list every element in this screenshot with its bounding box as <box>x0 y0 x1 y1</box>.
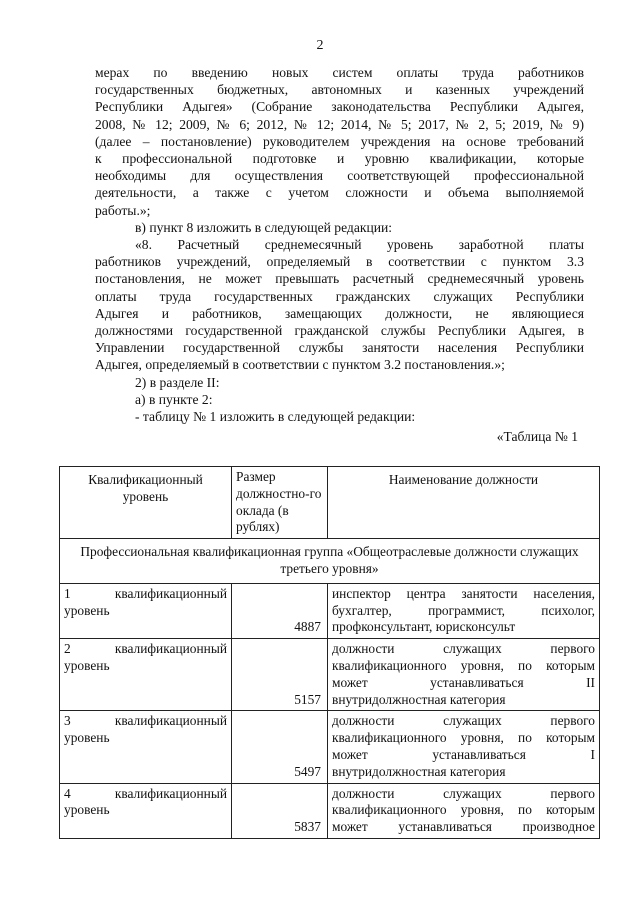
position-line: может устанавливаться производное <box>332 819 595 835</box>
text-line: работников учреждений, определяемый в соответствии с пунктом 3.3 <box>95 254 584 270</box>
item-dash: - таблицу № 1 изложить в следующей редакции: <box>135 409 416 425</box>
position-cell <box>328 583 600 638</box>
text-line: работы.»; <box>95 202 151 218</box>
table-row <box>60 583 600 638</box>
level-text: уровень <box>64 602 110 618</box>
text-line: должностями государственной гражданской службы Республики Адыгея, в <box>95 323 584 339</box>
table-header-row <box>60 467 600 539</box>
text-line: (далее – постановление) руководителем учреждения на основе требований <box>95 133 584 149</box>
position-cell <box>328 639 600 711</box>
level-cell <box>60 711 232 783</box>
position-line: квалификационного уровня, по которым <box>332 657 595 673</box>
group-title: Профессиональная квалификационная группа «Общеотраслевые должности служащих третьего уровня» <box>60 539 600 584</box>
text-line: к профессиональной подготовке и уровню квалификации, которые <box>95 151 584 167</box>
level-cell <box>60 583 232 638</box>
level-text: уровень <box>64 802 110 818</box>
item-a: а) в пункте 2: <box>135 391 213 407</box>
position-line: должности служащих первого <box>332 641 595 657</box>
text-line: Адыгея и работников, замещающих должности, не являющиеся <box>95 305 584 321</box>
text-line: деятельности, а также с учетом сложности и объема выполняемой <box>95 185 584 201</box>
text-line: «8. Расчетный среднемесячный уровень заработной платы <box>135 237 584 253</box>
table-row <box>60 639 600 711</box>
amount-cell: 5157 <box>232 639 328 711</box>
level-text: уровень <box>64 730 110 746</box>
header-salary: Размер должностно-го оклада (в рублях) <box>232 467 328 539</box>
position-line: может устанавливаться II <box>332 674 595 690</box>
level-cell <box>60 783 232 838</box>
amount-cell: 5837 <box>232 783 328 838</box>
position-line: должности служащих первого <box>332 713 595 729</box>
amount-cell: 5497 <box>232 711 328 783</box>
text-line: государственных бюджетных, автономных и казенных учреждений <box>95 82 584 98</box>
position-cell <box>328 783 600 838</box>
level-text: 3 квалификационный <box>64 713 227 729</box>
group-row <box>60 539 600 584</box>
text-line: мерах по введению новых систем оплаты труда работников <box>95 65 584 80</box>
position-line: профконсультант, юрисконсульт <box>332 619 516 635</box>
text-line: оплаты труда государственных гражданских служащих Республики <box>95 288 584 304</box>
position-line: внутридолжностная категория <box>332 691 506 707</box>
position-line: бухгалтер, программист, психолог, <box>332 602 595 618</box>
text-line: 2008, № 12; 2009, № 6; 2012, № 12; 2014, № 5; 2017, № 2, 5; 2019, № 9) <box>95 116 584 132</box>
header-level: Квалификационный уровень <box>60 467 232 539</box>
header-position: Наименование должности <box>328 467 600 539</box>
text-line: Адыгея, определяемый в соответствии с пунктом 3.2 постановления.»; <box>95 357 505 373</box>
salary-table <box>59 466 600 839</box>
table-row <box>60 783 600 838</box>
text-line: Республики Адыгея» (Собрание законодательства Республики Адыгея, <box>95 99 584 115</box>
position-line: должности служащих первого <box>332 785 595 801</box>
level-text: 2 квалификационный <box>64 641 227 657</box>
table-row <box>60 711 600 783</box>
level-text: 1 квалификационный <box>64 585 227 601</box>
item-2: 2) в разделе II: <box>135 374 220 390</box>
position-line: инспектор центра занятости населения, <box>332 585 595 601</box>
position-cell <box>328 711 600 783</box>
position-line: внутридолжностная категория <box>332 763 506 779</box>
page-number: 2 <box>316 38 324 53</box>
table-caption: «Таблица № 1 <box>496 429 578 445</box>
paragraph-amendment-end <box>95 64 584 219</box>
level-cell <box>60 639 232 711</box>
level-text: 4 квалификационный <box>64 785 227 801</box>
position-line: может устанавливаться I <box>332 746 595 762</box>
paragraph-point-8 <box>95 236 584 374</box>
position-line: квалификационного уровня, по которым <box>332 730 595 746</box>
level-text: уровень <box>64 657 110 673</box>
amount-cell: 4887 <box>232 583 328 638</box>
position-line: квалификационного уровня, по которым <box>332 802 595 818</box>
item-v: в) пункт 8 изложить в следующей редакции: <box>135 219 393 235</box>
text-line: постановления, не может превышать расчетный среднемесячный уровень <box>95 271 584 287</box>
document-body <box>95 64 584 445</box>
text-line: Управлении государственной службы занятости населения Республики <box>95 340 584 356</box>
text-line: необходимы для осуществления соответствующей профессиональной <box>95 168 584 184</box>
